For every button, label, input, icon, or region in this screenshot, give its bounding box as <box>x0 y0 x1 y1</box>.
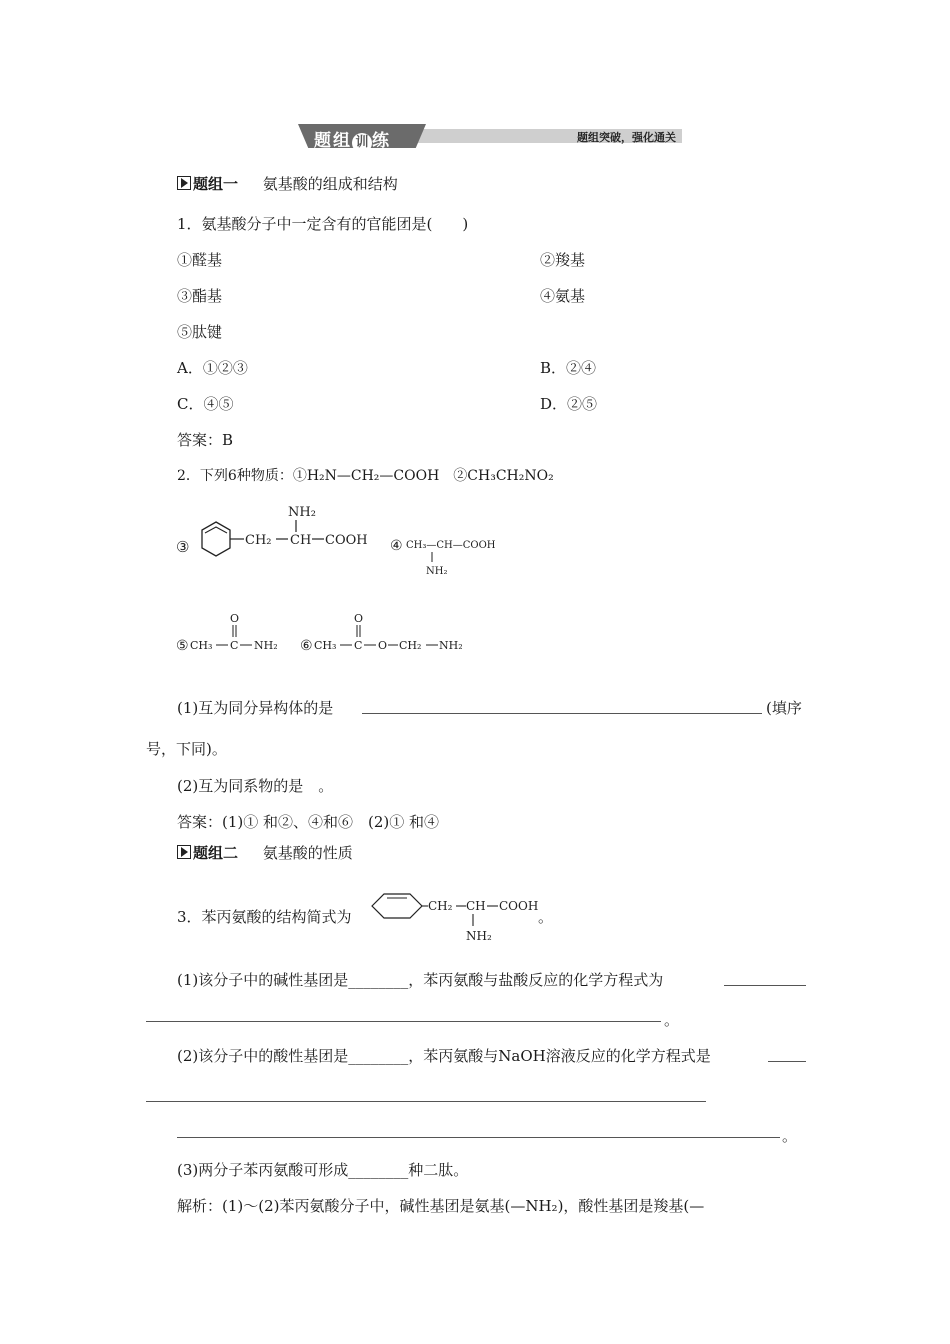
structure-6-o2: O <box>378 639 388 652</box>
q1-answer: 答案：B <box>177 431 234 449</box>
q1-option-3: ③酯基 <box>177 287 223 305</box>
structure-3 <box>172 496 382 576</box>
q3-part2-blank-b[interactable] <box>146 1101 706 1102</box>
q2-part1-blank[interactable] <box>362 713 762 714</box>
q1-option-2: ②羧基 <box>540 251 586 269</box>
banner-subtitle: 题组突破，强化通关 <box>577 131 676 144</box>
q1-choice-d: D．②⑤ <box>540 395 598 413</box>
q3-part1-prompt: (1)该分子中的碱性基团是________，苯丙氨酸与盐酸反应的化学方程式为 <box>177 971 664 989</box>
q3-part1-blank-b[interactable] <box>146 1021 661 1022</box>
q1-option-1: ①醛基 <box>177 251 223 269</box>
ring-inner-bond <box>205 527 227 533</box>
play-icon <box>177 176 191 190</box>
banner-title-left: 题组 <box>314 131 352 151</box>
q1-choice-c: C．④⑤ <box>177 395 234 413</box>
structure-3-number: ③ <box>176 538 190 556</box>
structure-6-number: ⑥ <box>300 638 313 654</box>
structure-5-ch3: CH₃ <box>190 639 213 652</box>
banner-title <box>314 126 391 153</box>
q3-analysis: 解析：(1)～(2)苯丙氨酸分子中，碱性基团是氨基(—NH₂)，酸性基团是羧基(— <box>177 1197 705 1215</box>
structure-4-nh2: NH₂ <box>426 566 448 577</box>
phenylalanine-structure <box>368 884 558 946</box>
q2-part1-suffix: (填序 <box>766 699 802 717</box>
structure-6 <box>298 608 478 658</box>
structure-5-o: O <box>230 612 240 625</box>
structure-6-o: O <box>354 612 364 625</box>
structure-5-c: C <box>230 639 239 652</box>
group2-label: 题组二 <box>193 844 239 862</box>
structure-5-number: ⑤ <box>176 638 189 654</box>
q3-stem: 3．苯丙氨酸的结构简式为 <box>177 908 352 926</box>
phe-ch2: CH₂ <box>428 899 453 913</box>
play-icon <box>177 845 191 859</box>
structure-3-ch2: CH₂ <box>245 533 272 548</box>
structure-6-nh2: NH₂ <box>439 639 463 652</box>
structure-6-ch3: CH₃ <box>314 639 337 652</box>
q3-part3-prompt: (3)两分子苯丙氨酸可形成________种二肽。 <box>177 1161 469 1179</box>
structure-4-number: ④ <box>390 538 403 554</box>
q3-part1-blank-a[interactable] <box>724 985 806 986</box>
q2-part1-prompt: (1)互为同分异构体的是 <box>177 699 334 717</box>
structure-3-nh2: NH₂ <box>288 505 316 520</box>
structure-4 <box>388 530 498 580</box>
structure-5-nh2: NH₂ <box>254 639 278 652</box>
structure-6-ch2: CH₂ <box>399 639 422 652</box>
banner-title-right: 练 <box>372 131 391 151</box>
structure-6-c: C <box>354 639 363 652</box>
q2-answer: 答案：(1)① 和②、④和⑥ (2)① 和④ <box>177 813 440 831</box>
q1-option-4: ④氨基 <box>540 287 586 305</box>
q1-choice-a: A．①②③ <box>177 359 248 377</box>
q2-part2-prompt: (2)互为同系物的是 。 <box>177 777 334 795</box>
q2-part1-continuation: 号，下同)。 <box>146 740 227 758</box>
phe-ch: CH <box>466 899 486 913</box>
section-banner <box>298 124 682 151</box>
group1-title: 氨基酸的组成和结构 <box>262 175 398 193</box>
structure-3-ch: CH <box>290 533 312 548</box>
q3-part1-end: 。 <box>664 1011 680 1029</box>
phe-nh2: NH₂ <box>466 929 492 943</box>
q3-part2-blank-a[interactable] <box>768 1061 806 1062</box>
q3-part2-prompt: (2)该分子中的酸性基团是________，苯丙氨酸与NaOH溶液反应的化学方程式是 <box>177 1047 711 1065</box>
banner-title-circle: 训 <box>352 133 372 153</box>
group2-title: 氨基酸的性质 <box>262 844 353 862</box>
structure-5 <box>174 608 294 658</box>
group1-heading <box>177 173 398 194</box>
q1-option-5: ⑤肽键 <box>177 323 223 341</box>
group2-heading <box>177 842 353 863</box>
structure-4-main: CH₃—CH—COOH <box>406 540 496 551</box>
q3-part2-end: 。 <box>782 1127 798 1145</box>
q1-stem: 1．氨基酸分子中一定含有的官能团是( ) <box>177 215 469 233</box>
group1-label: 题组一 <box>193 175 239 193</box>
q1-choice-b: B．②④ <box>540 359 597 377</box>
q2-stem: 2．下列6种物质：①H₂N—CH₂—COOH ②CH₃CH₂NO₂ <box>177 468 554 484</box>
phe-cooh: COOH <box>499 899 539 913</box>
q3-part2-blank-c[interactable] <box>177 1137 780 1138</box>
q3-stem-end: 。 <box>538 908 554 926</box>
structure-3-cooh: COOH <box>325 533 368 548</box>
